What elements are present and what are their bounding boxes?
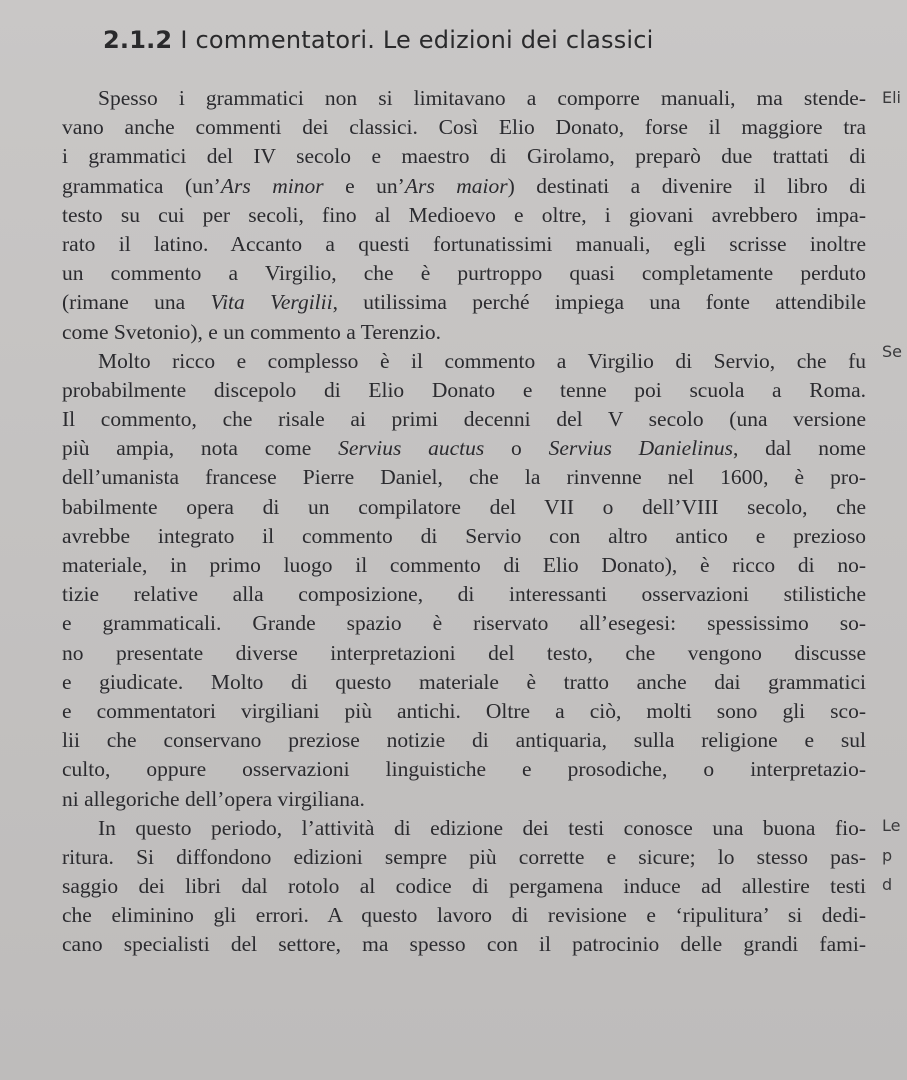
text-line: dell’umanista francese Pierre Daniel, che la rinvenne nel 1600, è pro- <box>62 465 866 490</box>
text-line: Il commento, che risale ai primi decenni del V secolo (una versione <box>62 407 866 432</box>
paragraph-servio <box>62 347 866 814</box>
text-line: ritura. Si diffondono edizioni sempre più corrette e sicure; lo stesso pas- <box>62 844 866 869</box>
section-heading <box>103 26 654 54</box>
text-line: Molto ricco e complesso è il commento a Virgilio di Servio, che fu <box>98 348 866 373</box>
text-line: materiale, in primo luogo il commento di Elio Donato), è ricco di no- <box>62 553 866 577</box>
text-line: (rimane una Vita Vergilii, utilissima perché impiega una fonte attendibile <box>62 290 866 315</box>
text-line: e commentatori virgiliani più antichi. Oltre a ciò, molti sono gli sco- <box>62 698 866 723</box>
margin-note: p <box>882 846 893 865</box>
text-line: babilmente opera di un compilatore del VII o dell’VIII secolo, che <box>62 494 866 519</box>
section-number: 2.1.2 <box>103 26 173 54</box>
text-line: saggio dei libri dal rotolo al codice di pergamena induce ad allestire testi <box>62 874 866 899</box>
paragraph-edizioni <box>62 814 866 960</box>
text-line: avrebbe integrato il commento di Servio con altro antico e prezioso <box>62 523 866 548</box>
text-line: Spesso i grammatici non si limitavano a comporre manuali, ma stende- <box>98 86 866 110</box>
text-line: vano anche commenti dei classici. Così Elio Donato, forse il maggiore tra <box>62 115 866 140</box>
text-line: lii che conservano preziose notizie di antiquaria, sulla religione e sul <box>62 728 866 753</box>
margin-note: Se <box>882 342 902 361</box>
text-line: culto, oppure osservazioni linguistiche e prosodiche, o interpretazio- <box>62 757 866 782</box>
text-line: In questo periodo, l’attività di edizione dei testi conosce una buona fio- <box>98 815 866 840</box>
body-text <box>62 84 866 960</box>
text-line: e giudicate. Molto di questo materiale è tratto anche dai grammatici <box>62 669 866 694</box>
margin-note: Eli <box>882 88 901 107</box>
text-line: ni allegoriche dell’opera virgiliana. <box>62 786 365 811</box>
paragraph-donato <box>62 84 866 347</box>
section-title: I commentatori. Le edizioni dei classici <box>180 26 654 54</box>
margin-note: d <box>882 875 893 894</box>
text-line: più ampia, nota come Servius auctus o Servius Danielinus, dal nome <box>62 436 866 461</box>
text-line: e grammaticali. Grande spazio è riservato all’esegesi: spessissimo so- <box>62 611 866 636</box>
text-line: grammatica (un’Ars minor e un’Ars maior) destinati a divenire il libro di <box>62 173 867 198</box>
margin-note: Le <box>882 816 901 835</box>
text-line: probabilmente discepolo di Elio Donato e tenne poi scuola a Roma. <box>62 377 866 402</box>
text-line: come Svetonio), e un commento a Terenzio. <box>62 319 442 344</box>
text-line: i grammatici del IV secolo e maestro di Girolamo, preparò due trattati di <box>62 144 866 169</box>
text-line: no presentate diverse interpretazioni del testo, che vengono discusse <box>62 640 866 665</box>
text-line: tizie relative alla composizione, di interessanti osservazioni stilistiche <box>62 582 866 607</box>
text-line: cano specialisti del settore, ma spesso con il patrocinio delle grandi fami- <box>62 932 866 957</box>
text-line: testo su cui per secoli, fino al Medioevo e oltre, i giovani avrebbero impa- <box>62 202 866 227</box>
text-line: rato il latino. Accanto a questi fortunatissimi manuali, egli scrisse inoltre <box>62 231 866 256</box>
text-line: che eliminino gli errori. A questo lavoro di revisione e ‘ripulitura’ si dedi- <box>62 903 866 928</box>
text-line: un commento a Virgilio, che è purtroppo quasi completamente perduto <box>62 261 866 286</box>
